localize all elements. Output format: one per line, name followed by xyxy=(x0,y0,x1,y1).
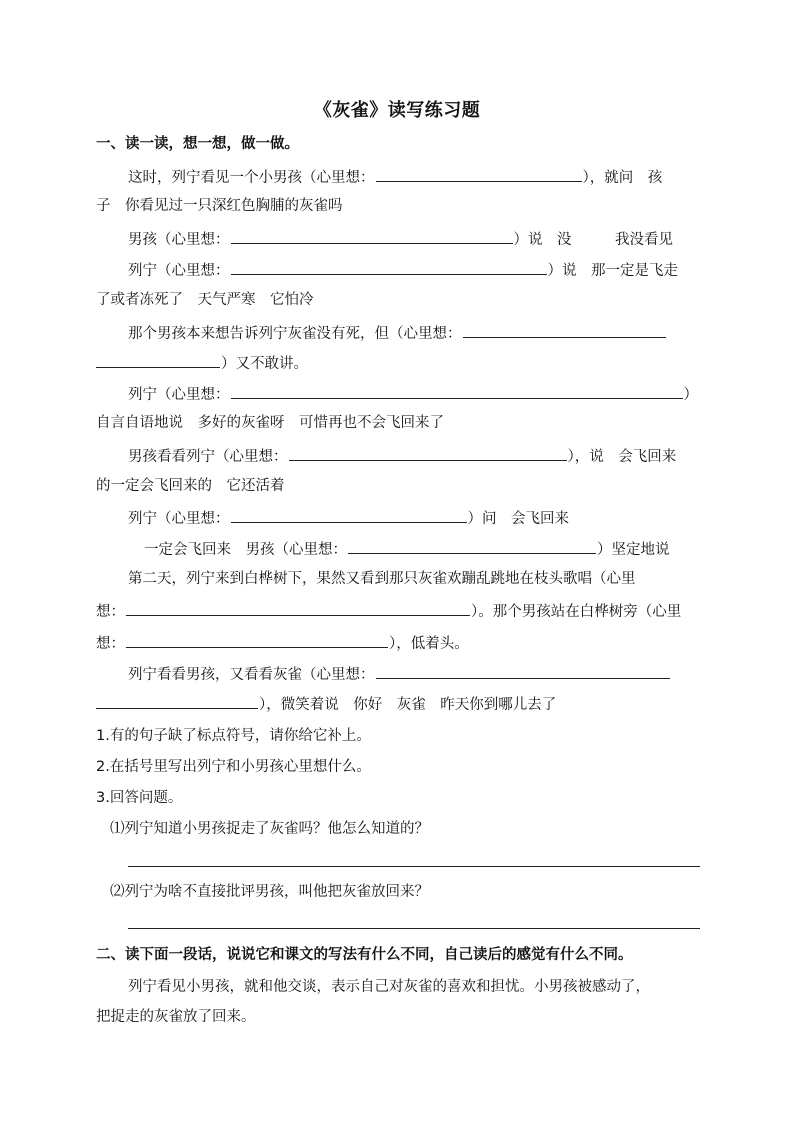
answer-blank[interactable] xyxy=(126,600,470,616)
passage-text: 列宁（心里想： xyxy=(128,511,230,527)
question-1: 1.有的句子缺了标点符号，请你给它补上。 xyxy=(96,728,371,744)
answer-blank[interactable] xyxy=(96,693,258,709)
passage-text: 那个男孩本来想告诉列宁灰雀没有死，但（心里想： xyxy=(128,326,462,342)
passage-line xyxy=(128,445,700,467)
question-3-2: ⑵列宁为啥不直接批评男孩，叫他把灰雀放回来？ xyxy=(110,884,429,900)
passage-text: ） xyxy=(683,387,698,403)
passage-line xyxy=(96,413,700,433)
answer-blank[interactable] xyxy=(231,259,547,275)
passage-text: 自言自语地说 多好的灰雀呀 可惜再也不会飞回来了 xyxy=(96,415,444,431)
passage-line xyxy=(128,166,700,188)
passage-line xyxy=(128,228,700,250)
passage-text: ）。那个男孩站在白桦树旁（心里 xyxy=(471,604,682,620)
answer-blank[interactable] xyxy=(231,228,513,244)
passage-text: 子 你看见过一只深红色胸脯的灰雀吗 xyxy=(96,198,343,214)
passage-line: 列宁看见小男孩，就和他交谈，表示自己对灰雀的喜欢和担忧。小男孩被感动了， xyxy=(128,979,650,995)
passage-line xyxy=(128,259,700,281)
section-2-heading: 二、读下面一段话，说说它和课文的写法有什么不同，自己读后的感觉有什么不同。 xyxy=(96,947,633,963)
question-3-1: ⑴列宁知道小男孩捉走了灰雀吗？他怎么知道的？ xyxy=(110,821,429,837)
passage-text: ）坚定地说 xyxy=(597,542,670,558)
answer-blank[interactable] xyxy=(463,322,666,338)
answer-blank[interactable] xyxy=(231,383,683,399)
passage-line xyxy=(128,322,700,344)
passage-text: 列宁（心里想： xyxy=(128,387,230,403)
answer-blank[interactable] xyxy=(231,507,467,523)
answer-blank[interactable] xyxy=(376,166,582,182)
passage-line xyxy=(96,352,700,374)
passage-text: 列宁（心里想： xyxy=(128,263,230,279)
page-title: 《灰雀》读写练习题 xyxy=(313,100,481,121)
passage-text: ）问 会飞回来 xyxy=(467,511,569,527)
passage-line xyxy=(96,693,700,715)
passage-line xyxy=(128,383,700,405)
passage-text: 这时，列宁看见一个小男孩（心里想： xyxy=(128,170,375,186)
passage-text: ），说 会飞回来 xyxy=(567,449,677,465)
passage-text: 第二天，列宁来到白桦树下，果然又看到那只灰雀欢蹦乱跳地在枝头歌唱（心里 xyxy=(128,571,636,587)
passage-text: ），微笑着说 你好 灰雀 昨天你到哪儿去了 xyxy=(259,697,557,713)
section-1-heading: 一、读一读，想一想，做一做。 xyxy=(96,136,299,152)
passage-line xyxy=(128,663,700,685)
passage-line xyxy=(96,632,700,654)
question-3: 3.回答问题。 xyxy=(96,790,183,806)
passage-text: ）说 那一定是飞走 xyxy=(547,263,678,279)
question-2: 2.在括号里写出列宁和小男孩心里想什么。 xyxy=(96,759,371,775)
passage-text: ），就问 孩 xyxy=(582,170,663,186)
passage-line xyxy=(96,196,700,216)
passage-text: 的一定会飞回来的 它还活着 xyxy=(96,478,285,494)
passage-text: ）说 没 我没看见 xyxy=(513,232,673,248)
passage-line xyxy=(128,569,700,589)
passage-line xyxy=(96,476,700,496)
passage-text: 一定会飞回来 男孩（心里想： xyxy=(144,542,347,558)
passage-line xyxy=(144,538,700,560)
answer-line[interactable] xyxy=(128,928,700,929)
answer-line[interactable] xyxy=(128,866,700,867)
passage-line xyxy=(96,290,700,310)
passage-text: 男孩看看列宁（心里想： xyxy=(128,449,288,465)
answer-blank[interactable] xyxy=(376,663,670,679)
answer-blank[interactable] xyxy=(348,538,596,554)
passage-text: 列宁看看男孩，又看看灰雀（心里想： xyxy=(128,667,375,683)
answer-blank[interactable] xyxy=(96,352,220,368)
passage-line xyxy=(128,507,700,529)
passage-text: ），低着头。 xyxy=(389,636,469,652)
passage-line: 把捉走的灰雀放了回来。 xyxy=(96,1009,256,1025)
passage-line xyxy=(96,600,700,622)
answer-blank[interactable] xyxy=(126,632,388,648)
passage-text: ）又不敢讲。 xyxy=(221,356,308,372)
passage-text: 男孩（心里想： xyxy=(128,232,230,248)
passage-text: 想： xyxy=(96,636,125,652)
passage-text: 了或者冻死了 天气严寒 它怕冷 xyxy=(96,292,314,308)
passage-text: 想： xyxy=(96,604,125,620)
answer-blank[interactable] xyxy=(289,445,567,461)
